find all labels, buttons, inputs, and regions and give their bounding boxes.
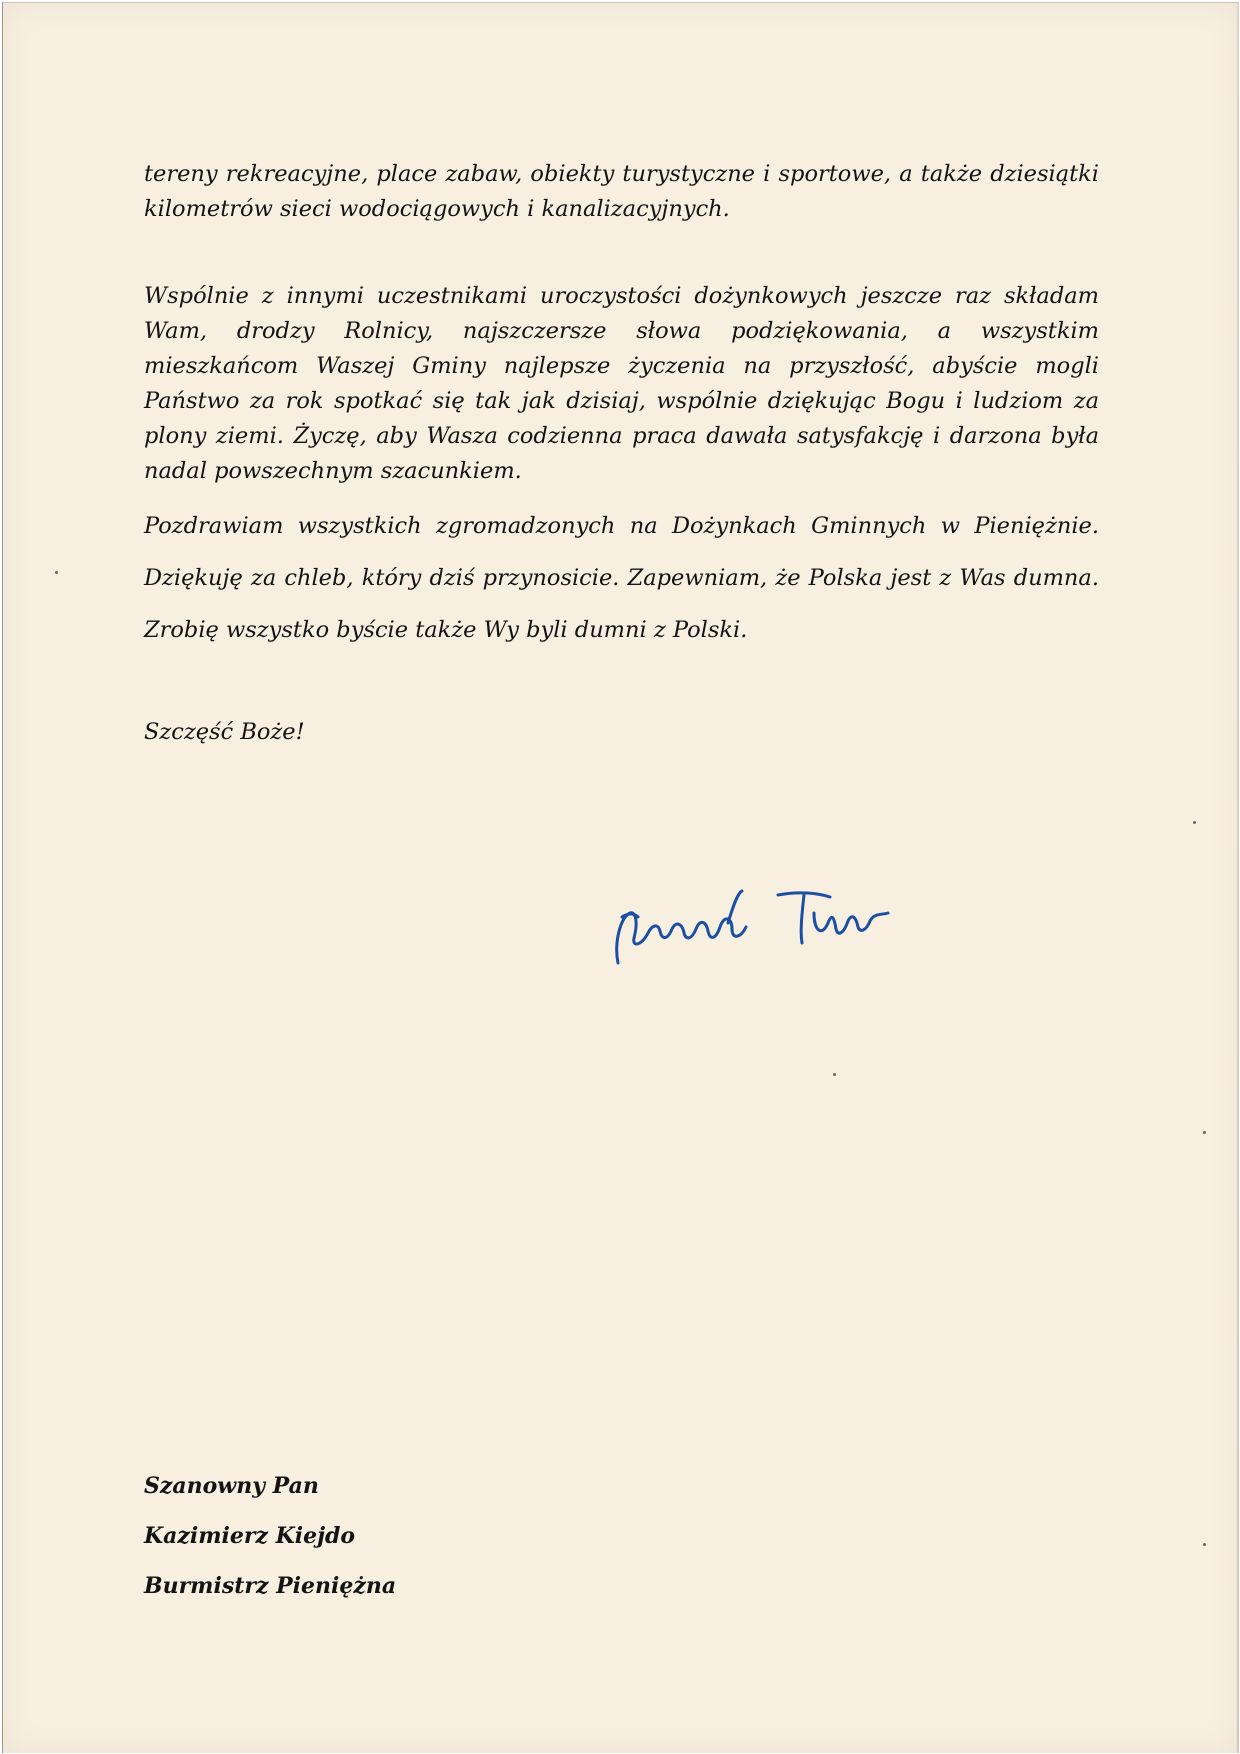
- paper-speck: [1203, 1543, 1206, 1546]
- letter-page: [2, 2, 1239, 1753]
- paper-speck: [1193, 821, 1196, 824]
- addressee-block: [144, 1461, 396, 1611]
- closing-greeting: Szczęść Boże!: [144, 719, 305, 745]
- page-edge: [1237, 3, 1239, 1753]
- addressee-name: Kazimierz Kiejdo: [144, 1523, 356, 1549]
- addressee-title: Burmistrz Pieniężna: [144, 1573, 397, 1599]
- paper-speck: [833, 1073, 836, 1076]
- handwritten-signature: [608, 883, 918, 973]
- letter-paragraph-2: Wspólnie z innymi uczestnikami uroczystości dożynkowych jeszcze raz składam Wam, drodzy Rolnicy, najszczersze słowa podziękowania, a wszystkim mieszkańcom Waszej Gminy najlepsze życzenia na przyszłość, abyście mogli Państwo za rok spotkać się tak jak dzisiaj, wspólnie dziękując Bogu i ludziom za plony ziemi. Życzę, aby Wasza codzienna praca dawała satysfakcję i darzona była nadal powszechnym szacunkiem.: [144, 283, 1099, 484]
- letter-paragraph-1: tereny rekreacyjne, place zabaw, obiekty turystyczne i sportowe, a także dziesiątki kilometrów sieci wodociągowych i kanalizacyjnych.: [144, 161, 1099, 222]
- paper-speck: [1203, 1131, 1206, 1134]
- paper-speck: [55, 571, 58, 574]
- letter-paragraph-3: Pozdrawiam wszystkich zgromadzonych na Dożynkach Gminnych w Pieniężnie. Dziękuję za chleb, który dziś przynosicie. Zapewniam, że Polska jest z Was dumna. Zrobię wszystko byście także Wy byli dumni z Polski.: [144, 513, 1099, 643]
- addressee-salutation: Szanowny Pan: [144, 1473, 319, 1499]
